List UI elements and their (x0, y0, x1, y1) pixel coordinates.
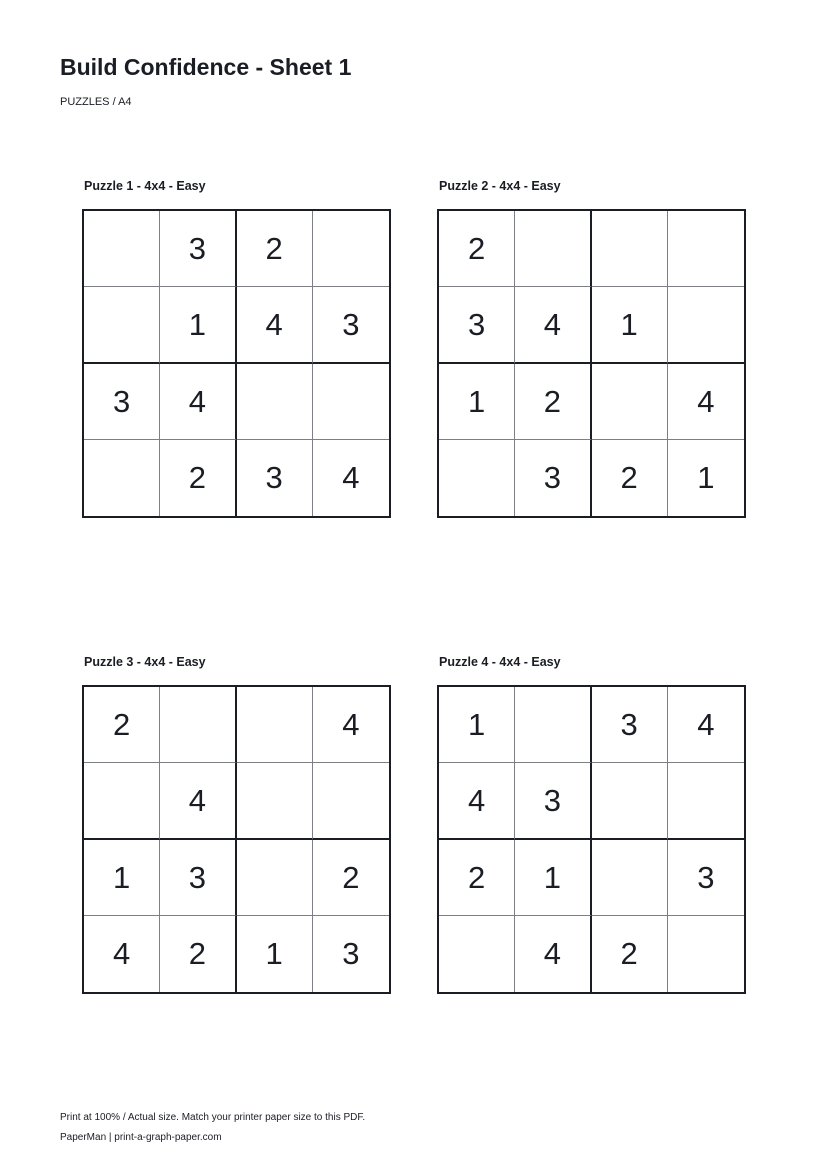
grid-cell: 1 (160, 287, 236, 363)
grid-cell: 2 (439, 840, 515, 916)
grid-cell: 4 (668, 364, 744, 440)
grid-cell: 3 (515, 440, 591, 516)
puzzle-label: Puzzle 4 - 4x4 - Easy (439, 655, 561, 669)
grid-cell: 2 (84, 687, 160, 763)
grid-cell: 3 (515, 763, 591, 839)
grid-cell (313, 211, 389, 287)
grid-cell: 2 (313, 840, 389, 916)
puzzle-label: Puzzle 2 - 4x4 - Easy (439, 179, 561, 193)
grid-cell (237, 763, 313, 839)
grid-cell: 4 (439, 763, 515, 839)
grid-cell (84, 287, 160, 363)
grid-cell: 1 (237, 916, 313, 992)
sudoku-grid (437, 209, 746, 518)
grid-cell: 3 (160, 840, 236, 916)
print-note: Print at 100% / Actual size. Match your printer paper size to this PDF. (60, 1112, 366, 1123)
grid-cell (592, 840, 668, 916)
grid-cell (668, 211, 744, 287)
puzzle-label: Puzzle 1 - 4x4 - Easy (84, 179, 206, 193)
grid-cell (84, 440, 160, 516)
grid-cell: 4 (160, 763, 236, 839)
grid-cell: 4 (515, 287, 591, 363)
grid-cell (84, 763, 160, 839)
grid-cell (592, 364, 668, 440)
grid-cell (515, 211, 591, 287)
grid-cell: 3 (84, 364, 160, 440)
grid-cell: 2 (439, 211, 515, 287)
grid-cell: 4 (515, 916, 591, 992)
grid-cell (237, 840, 313, 916)
grid-cell: 3 (313, 287, 389, 363)
grid-cell: 4 (313, 687, 389, 763)
grid-cell: 4 (237, 287, 313, 363)
grid-cell (515, 687, 591, 763)
puzzle-label: Puzzle 3 - 4x4 - Easy (84, 655, 206, 669)
grid-cell: 4 (84, 916, 160, 992)
grid-cell: 3 (237, 440, 313, 516)
grid-cell (84, 211, 160, 287)
sudoku-grid (82, 685, 391, 994)
grid-cell (439, 440, 515, 516)
grid-cell: 4 (342, 460, 360, 496)
grid-cell: 2 (592, 440, 668, 516)
grid-cell: 3 (342, 936, 360, 972)
grid-cell: 1 (697, 460, 715, 496)
grid-cell (237, 364, 313, 440)
grid-cell (439, 916, 515, 992)
grid-cell: 3 (160, 211, 236, 287)
sheet-title: Build Confidence - Sheet 1 (60, 54, 352, 80)
grid-cell (237, 687, 313, 763)
grid-cell: 2 (160, 916, 236, 992)
grid-cell (160, 687, 236, 763)
grid-cell: 1 (439, 687, 515, 763)
sudoku-grid (437, 685, 746, 994)
grid-cell: 3 (439, 287, 515, 363)
grid-cell: 4 (160, 364, 236, 440)
grid-cell (592, 763, 668, 839)
grid-cell (313, 364, 389, 440)
footer-credit: PaperMan | print-a-graph-paper.com (60, 1132, 222, 1143)
grid-cell: 4 (668, 687, 744, 763)
grid-cell (668, 287, 744, 363)
grid-cell: 3 (668, 840, 744, 916)
sheet-subtitle: PUZZLES / A4 (60, 96, 132, 108)
grid-cell: 3 (592, 687, 668, 763)
grid-cell: 1 (84, 840, 160, 916)
grid-cell: 2 (592, 916, 668, 992)
grid-cell: 1 (439, 364, 515, 440)
grid-cell (668, 916, 744, 992)
grid-cell: 1 (515, 840, 591, 916)
grid-cell: 2 (160, 440, 236, 516)
grid-cell (668, 763, 744, 839)
grid-cell: 1 (592, 287, 668, 363)
grid-cell (592, 211, 668, 287)
sudoku-grid (82, 209, 391, 518)
grid-cell: 2 (237, 211, 313, 287)
grid-cell (313, 763, 389, 839)
grid-cell: 2 (515, 364, 591, 440)
